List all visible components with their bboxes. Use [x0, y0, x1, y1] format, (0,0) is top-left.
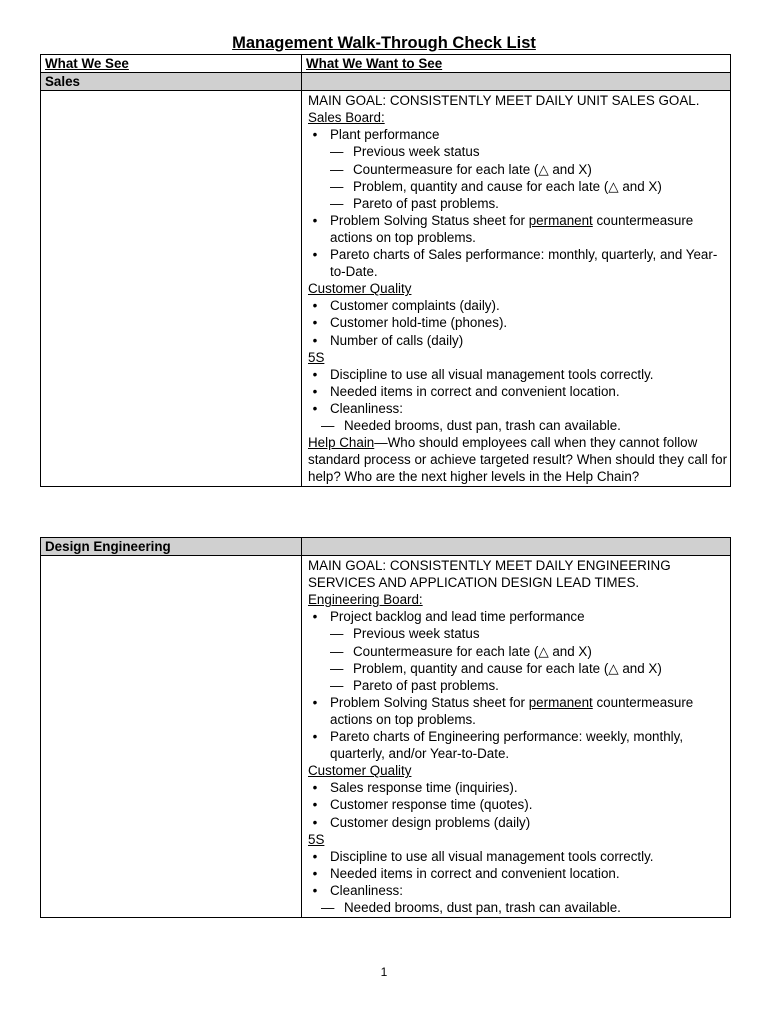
- dash-icon: —: [330, 144, 344, 160]
- list-item: • Cleanliness:: [308, 882, 730, 899]
- dash-icon: —: [321, 899, 335, 915]
- sub-item: — Problem, quantity and cause for each late (△ and X): [330, 178, 662, 194]
- what-we-see-cell: [41, 556, 302, 918]
- section-blank-cell: [302, 538, 731, 556]
- bullet-icon: •: [312, 694, 318, 710]
- dash-icon: —: [330, 660, 344, 676]
- dash-icon: —: [321, 417, 335, 433]
- help-chain-label: Help Chain: [308, 435, 375, 451]
- list-item: • Number of calls (daily): [308, 332, 730, 349]
- dash-icon: —: [330, 195, 344, 211]
- bullet-icon: •: [312, 127, 318, 143]
- list-item: • Customer complaints (daily).: [308, 297, 730, 314]
- bullet-icon: •: [312, 366, 318, 382]
- what-we-want-cell: [302, 556, 731, 918]
- dash-icon: —: [330, 643, 344, 659]
- list-item: • Needed items in correct and convenient location.: [308, 865, 730, 882]
- dash-icon: —: [330, 178, 344, 194]
- board-heading: Engineering Board:: [308, 592, 423, 608]
- dash-icon: —: [330, 626, 344, 642]
- section-title-design-engineering: Design Engineering: [41, 538, 302, 556]
- col-header-what-we-see: What We See: [41, 55, 302, 73]
- bullet-icon: •: [312, 298, 318, 314]
- list-item: • Pareto charts of Engineering performance: weekly, monthly, quarterly, and/or Year-to-Date.: [308, 728, 730, 762]
- bullet-icon: •: [312, 780, 318, 796]
- list-item: • Needed items in correct and convenient location.: [308, 383, 730, 400]
- list-item: • Discipline to use all visual management tools correctly.: [308, 848, 730, 865]
- bullet-icon: •: [312, 609, 318, 625]
- bullet-icon: •: [312, 797, 318, 813]
- page-number: 1: [380, 965, 388, 979]
- customer-quality-heading: Customer Quality: [308, 763, 412, 779]
- dash-icon: —: [330, 677, 344, 693]
- sub-item: — Previous week status: [330, 626, 480, 642]
- what-we-want-cell: [302, 91, 731, 487]
- bullet-icon: •: [312, 332, 318, 348]
- sub-item: — Needed brooms, dust pan, trash can available.: [321, 417, 621, 433]
- board-heading: Sales Board:: [308, 110, 385, 126]
- list-item: • Plant performance: [308, 126, 730, 143]
- bullet-icon: •: [312, 882, 318, 898]
- section-row-design-engineering: [41, 538, 731, 556]
- document-title: Management Walk-Through Check List: [232, 34, 536, 52]
- underlined-word: permanent: [528, 212, 593, 228]
- sub-item: — Pareto of past problems.: [330, 677, 499, 693]
- bullet-icon: •: [312, 315, 318, 331]
- list-item: • Customer response time (quotes).: [308, 796, 730, 813]
- sub-item: — Countermeasure for each late (△ and X): [330, 643, 592, 659]
- list-item: • Problem Solving Status sheet for permanent countermeasure actions on top problems.: [308, 694, 730, 728]
- main-goal: MAIN GOAL: CONSISTENTLY MEET DAILY UNIT SALES GOAL.: [308, 93, 700, 109]
- sub-item: — Problem, quantity and cause for each late (△ and X): [330, 660, 662, 676]
- bullet-icon: •: [312, 814, 318, 830]
- underlined-word: permanent: [528, 694, 593, 710]
- dash-icon: —: [330, 161, 344, 177]
- list-item: • Discipline to use all visual management tools correctly.: [308, 366, 730, 383]
- sub-item: — Pareto of past problems.: [330, 195, 499, 211]
- list-item: • Project backlog and lead time performance: [308, 608, 730, 625]
- sub-item: — Previous week status: [330, 144, 480, 160]
- bullet-icon: •: [312, 247, 318, 263]
- list-item: • Sales response time (inquiries).: [308, 779, 730, 796]
- sub-item: — Countermeasure for each late (△ and X): [330, 161, 592, 177]
- sub-item: — Needed brooms, dust pan, trash can available.: [321, 899, 621, 915]
- fives-heading: 5S: [308, 831, 325, 847]
- section-blank-cell: [302, 73, 731, 91]
- main-goal: MAIN GOAL: CONSISTENTLY MEET DAILY ENGINEERING SERVICES AND APPLICATION DESIGN LEAD TIMES.: [308, 558, 671, 591]
- checklist-table-sales: [40, 54, 731, 487]
- section-row-sales: [41, 73, 731, 91]
- content-row-sales: [41, 91, 731, 487]
- checklist-table-design-engineering: [40, 537, 731, 918]
- bullet-icon: •: [312, 383, 318, 399]
- fives-heading: 5S: [308, 349, 325, 365]
- list-item: • Cleanliness:: [308, 400, 730, 417]
- bullet-icon: •: [312, 865, 318, 881]
- bullet-icon: •: [312, 212, 318, 228]
- bullet-icon: •: [312, 400, 318, 416]
- list-item: • Customer design problems (daily): [308, 814, 730, 831]
- what-we-see-cell: [41, 91, 302, 487]
- customer-quality-heading: Customer Quality: [308, 281, 412, 297]
- header-row: [41, 55, 731, 73]
- bullet-icon: •: [312, 848, 318, 864]
- list-item: • Customer hold-time (phones).: [308, 314, 730, 331]
- col-header-what-we-want: What We Want to See: [302, 55, 731, 73]
- list-item: • Pareto charts of Sales performance: monthly, quarterly, and Year-to-Date.: [308, 246, 730, 280]
- list-item: • Problem Solving Status sheet for permanent countermeasure actions on top problems.: [308, 212, 730, 246]
- bullet-icon: •: [312, 729, 318, 745]
- help-chain-paragraph: Help Chain—Who should employees call when they cannot follow standard process or achieve targeted result? When should they call for help? Who are the next higher levels in the Help Chain?: [308, 435, 728, 485]
- content-row-design-engineering: [41, 556, 731, 918]
- section-title-sales: Sales: [41, 73, 302, 91]
